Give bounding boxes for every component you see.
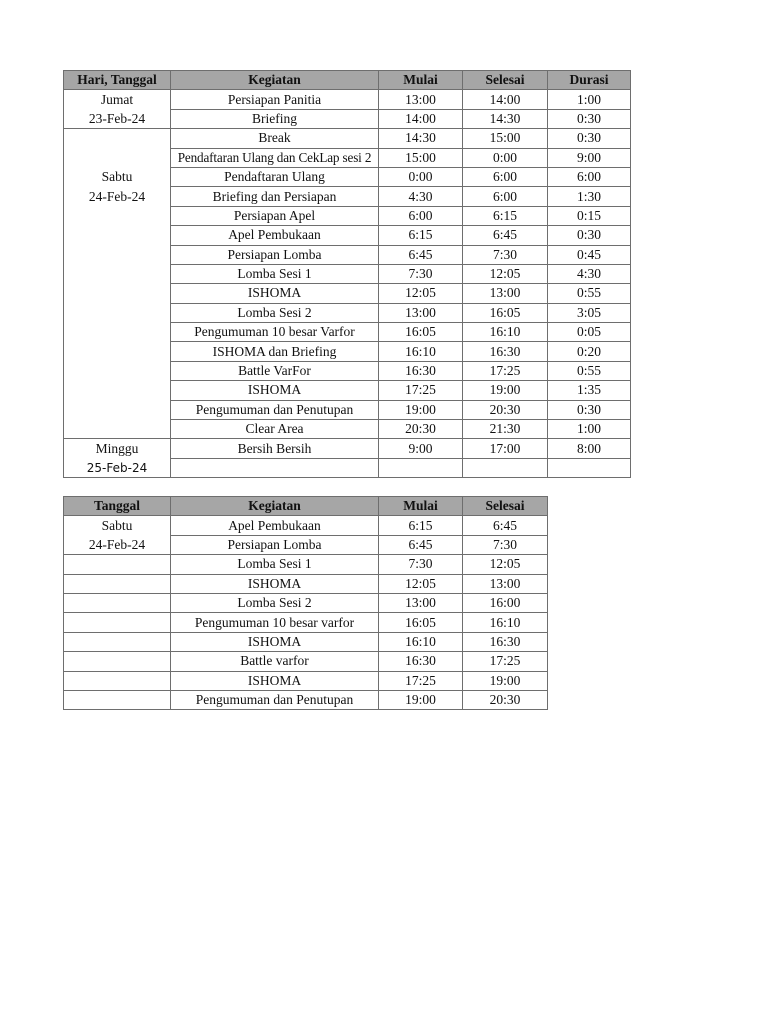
cell-kegiatan: Lomba Sesi 1 (171, 555, 379, 574)
cell-durasi: 6:00 (548, 167, 631, 186)
cell-kegiatan: Lomba Sesi 1 (171, 264, 379, 283)
cell-durasi: 0:30 (548, 226, 631, 245)
cell-selesai: 15:00 (463, 129, 548, 148)
cell-day: Sabtu (64, 516, 171, 535)
cell-durasi: 8:00 (548, 439, 631, 458)
cell-kegiatan: Briefing dan Persiapan (171, 187, 379, 206)
cell-mulai: 20:30 (379, 420, 463, 439)
cell-day (64, 264, 171, 283)
cell-selesai: 16:30 (463, 632, 548, 651)
cell-mulai: 19:00 (379, 690, 463, 709)
cell-day (64, 420, 171, 439)
cell-kegiatan: Pengumuman dan Penutupan (171, 400, 379, 419)
cell-durasi: 0:55 (548, 361, 631, 380)
cell-mulai: 14:30 (379, 129, 463, 148)
table-row (64, 187, 631, 206)
header-selesai: Selesai (463, 497, 548, 516)
cell-selesai: 6:45 (463, 226, 548, 245)
cell-selesai: 6:00 (463, 167, 548, 186)
cell-mulai: 4:30 (379, 187, 463, 206)
cell-day (64, 671, 171, 690)
cell-mulai: 16:10 (379, 342, 463, 361)
cell-day: 24-Feb-24 (64, 187, 171, 206)
cell-selesai: 21:30 (463, 420, 548, 439)
cell-kegiatan: Persiapan Lomba (171, 245, 379, 264)
table-row (64, 323, 631, 342)
table-row (64, 593, 548, 612)
cell-selesai: 17:25 (463, 652, 548, 671)
cell-selesai: 17:00 (463, 439, 548, 458)
cell-kegiatan: Bersih Bersih (171, 439, 379, 458)
table-header-row (64, 497, 548, 516)
header-tanggal: Tanggal (64, 497, 171, 516)
table-row (64, 264, 631, 283)
table-row (64, 535, 548, 554)
cell-selesai: 6:00 (463, 187, 548, 206)
cell-day (64, 400, 171, 419)
cell-durasi: 1:00 (548, 90, 631, 109)
cell-day (64, 555, 171, 574)
cell-mulai: 16:30 (379, 361, 463, 380)
cell-kegiatan: Persiapan Lomba (171, 535, 379, 554)
header-hari-tanggal: Hari, Tanggal (64, 71, 171, 90)
cell-kegiatan (171, 458, 379, 477)
cell-durasi (548, 458, 631, 477)
cell-durasi: 0:45 (548, 245, 631, 264)
cell-day: Sabtu (64, 167, 171, 186)
cell-mulai: 16:05 (379, 323, 463, 342)
cell-day (64, 381, 171, 400)
cell-selesai: 12:05 (463, 264, 548, 283)
cell-day (64, 690, 171, 709)
cell-selesai: 20:30 (463, 400, 548, 419)
cell-kegiatan: Battle varfor (171, 652, 379, 671)
cell-mulai: 17:25 (379, 381, 463, 400)
cell-durasi: 1:35 (548, 381, 631, 400)
table-row (64, 284, 631, 303)
cell-mulai (379, 458, 463, 477)
cell-day (64, 613, 171, 632)
cell-mulai: 13:00 (379, 90, 463, 109)
cell-mulai: 15:00 (379, 148, 463, 167)
cell-selesai: 16:00 (463, 593, 548, 612)
table-row (64, 381, 631, 400)
cell-selesai: 20:30 (463, 690, 548, 709)
table-row (64, 206, 631, 225)
cell-durasi: 0:30 (548, 129, 631, 148)
table-row (64, 109, 631, 128)
cell-selesai: 6:45 (463, 516, 548, 535)
cell-kegiatan: Briefing (171, 109, 379, 128)
table-row (64, 516, 548, 535)
cell-kegiatan: ISHOMA (171, 671, 379, 690)
table-header-row (64, 71, 631, 90)
cell-mulai: 16:05 (379, 613, 463, 632)
header-mulai: Mulai (379, 497, 463, 516)
cell-kegiatan: ISHOMA dan Briefing (171, 342, 379, 361)
table-row (64, 555, 548, 574)
header-kegiatan: Kegiatan (171, 71, 379, 90)
cell-kegiatan: Apel Pembukaan (171, 226, 379, 245)
cell-day: 25-Feb-24 (64, 458, 171, 477)
cell-mulai: 14:00 (379, 109, 463, 128)
cell-mulai: 19:00 (379, 400, 463, 419)
table-row (64, 671, 548, 690)
table-row (64, 342, 631, 361)
cell-kegiatan: Battle VarFor (171, 361, 379, 380)
cell-day (64, 652, 171, 671)
cell-selesai: 14:30 (463, 109, 548, 128)
cell-durasi: 3:05 (548, 303, 631, 322)
table-row (64, 632, 548, 651)
cell-selesai: 16:05 (463, 303, 548, 322)
cell-mulai: 13:00 (379, 593, 463, 612)
cell-selesai: 6:15 (463, 206, 548, 225)
cell-mulai: 16:10 (379, 632, 463, 651)
table-row (64, 439, 631, 458)
cell-selesai: 12:05 (463, 555, 548, 574)
table-row (64, 400, 631, 419)
cell-mulai: 12:05 (379, 284, 463, 303)
cell-durasi: 0:30 (548, 400, 631, 419)
cell-day (64, 323, 171, 342)
cell-day (64, 632, 171, 651)
cell-durasi: 4:30 (548, 264, 631, 283)
table-row (64, 245, 631, 264)
table-row (64, 613, 548, 632)
cell-kegiatan: Pendaftaran Ulang (171, 167, 379, 186)
table-row (64, 652, 548, 671)
cell-day: Minggu (64, 439, 171, 458)
cell-day (64, 284, 171, 303)
cell-selesai: 17:25 (463, 361, 548, 380)
cell-mulai: 7:30 (379, 264, 463, 283)
cell-day (64, 303, 171, 322)
cell-durasi: 9:00 (548, 148, 631, 167)
cell-kegiatan: ISHOMA (171, 381, 379, 400)
cell-mulai: 7:30 (379, 555, 463, 574)
cell-day (64, 206, 171, 225)
table-row (64, 574, 548, 593)
cell-mulai: 13:00 (379, 303, 463, 322)
cell-selesai: 0:00 (463, 148, 548, 167)
cell-durasi: 0:15 (548, 206, 631, 225)
cell-day (64, 245, 171, 264)
cell-kegiatan: Pendaftaran Ulang dan CekLap sesi 2 (171, 148, 379, 167)
cell-kegiatan: ISHOMA (171, 632, 379, 651)
schedule-table-full (63, 70, 631, 478)
cell-day (64, 361, 171, 380)
cell-selesai: 16:10 (463, 323, 548, 342)
cell-kegiatan: Pengumuman 10 besar varfor (171, 613, 379, 632)
schedule-table-sabtu (63, 496, 548, 710)
cell-selesai: 16:10 (463, 613, 548, 632)
header-mulai: Mulai (379, 71, 463, 90)
cell-mulai: 0:00 (379, 167, 463, 186)
cell-mulai: 6:45 (379, 245, 463, 264)
cell-durasi: 1:30 (548, 187, 631, 206)
cell-mulai: 12:05 (379, 574, 463, 593)
table-row (64, 420, 631, 439)
table-row (64, 361, 631, 380)
cell-day: Jumat (64, 90, 171, 109)
cell-durasi: 0:20 (548, 342, 631, 361)
table-row (64, 167, 631, 186)
cell-selesai: 16:30 (463, 342, 548, 361)
cell-mulai: 16:30 (379, 652, 463, 671)
table-row (64, 90, 631, 109)
cell-durasi: 0:05 (548, 323, 631, 342)
cell-mulai: 6:15 (379, 516, 463, 535)
cell-selesai (463, 458, 548, 477)
cell-kegiatan: Break (171, 129, 379, 148)
table-row (64, 148, 631, 167)
cell-selesai: 7:30 (463, 245, 548, 264)
table-row (64, 129, 631, 148)
header-selesai: Selesai (463, 71, 548, 90)
cell-kegiatan: ISHOMA (171, 574, 379, 593)
header-kegiatan: Kegiatan (171, 497, 379, 516)
cell-selesai: 19:00 (463, 671, 548, 690)
header-durasi: Durasi (548, 71, 631, 90)
cell-day (64, 129, 171, 148)
cell-mulai: 6:45 (379, 535, 463, 554)
cell-durasi: 0:30 (548, 109, 631, 128)
cell-mulai: 6:00 (379, 206, 463, 225)
cell-durasi: 1:00 (548, 420, 631, 439)
cell-kegiatan: ISHOMA (171, 284, 379, 303)
cell-kegiatan: Clear Area (171, 420, 379, 439)
cell-kegiatan: Pengumuman dan Penutupan (171, 690, 379, 709)
cell-day (64, 342, 171, 361)
cell-selesai: 7:30 (463, 535, 548, 554)
table-row (64, 458, 631, 477)
cell-day (64, 593, 171, 612)
cell-kegiatan: Lomba Sesi 2 (171, 303, 379, 322)
cell-day: 23-Feb-24 (64, 109, 171, 128)
cell-day (64, 148, 171, 167)
table-row (64, 303, 631, 322)
table-row (64, 226, 631, 245)
cell-selesai: 19:00 (463, 381, 548, 400)
cell-kegiatan: Lomba Sesi 2 (171, 593, 379, 612)
cell-mulai: 6:15 (379, 226, 463, 245)
cell-kegiatan: Apel Pembukaan (171, 516, 379, 535)
cell-mulai: 9:00 (379, 439, 463, 458)
cell-kegiatan: Persiapan Apel (171, 206, 379, 225)
cell-selesai: 14:00 (463, 90, 548, 109)
cell-day (64, 226, 171, 245)
cell-day: 24-Feb-24 (64, 535, 171, 554)
cell-selesai: 13:00 (463, 574, 548, 593)
cell-durasi: 0:55 (548, 284, 631, 303)
cell-day (64, 574, 171, 593)
cell-kegiatan: Pengumuman 10 besar Varfor (171, 323, 379, 342)
cell-mulai: 17:25 (379, 671, 463, 690)
cell-kegiatan: Persiapan Panitia (171, 90, 379, 109)
table-row (64, 690, 548, 709)
cell-selesai: 13:00 (463, 284, 548, 303)
